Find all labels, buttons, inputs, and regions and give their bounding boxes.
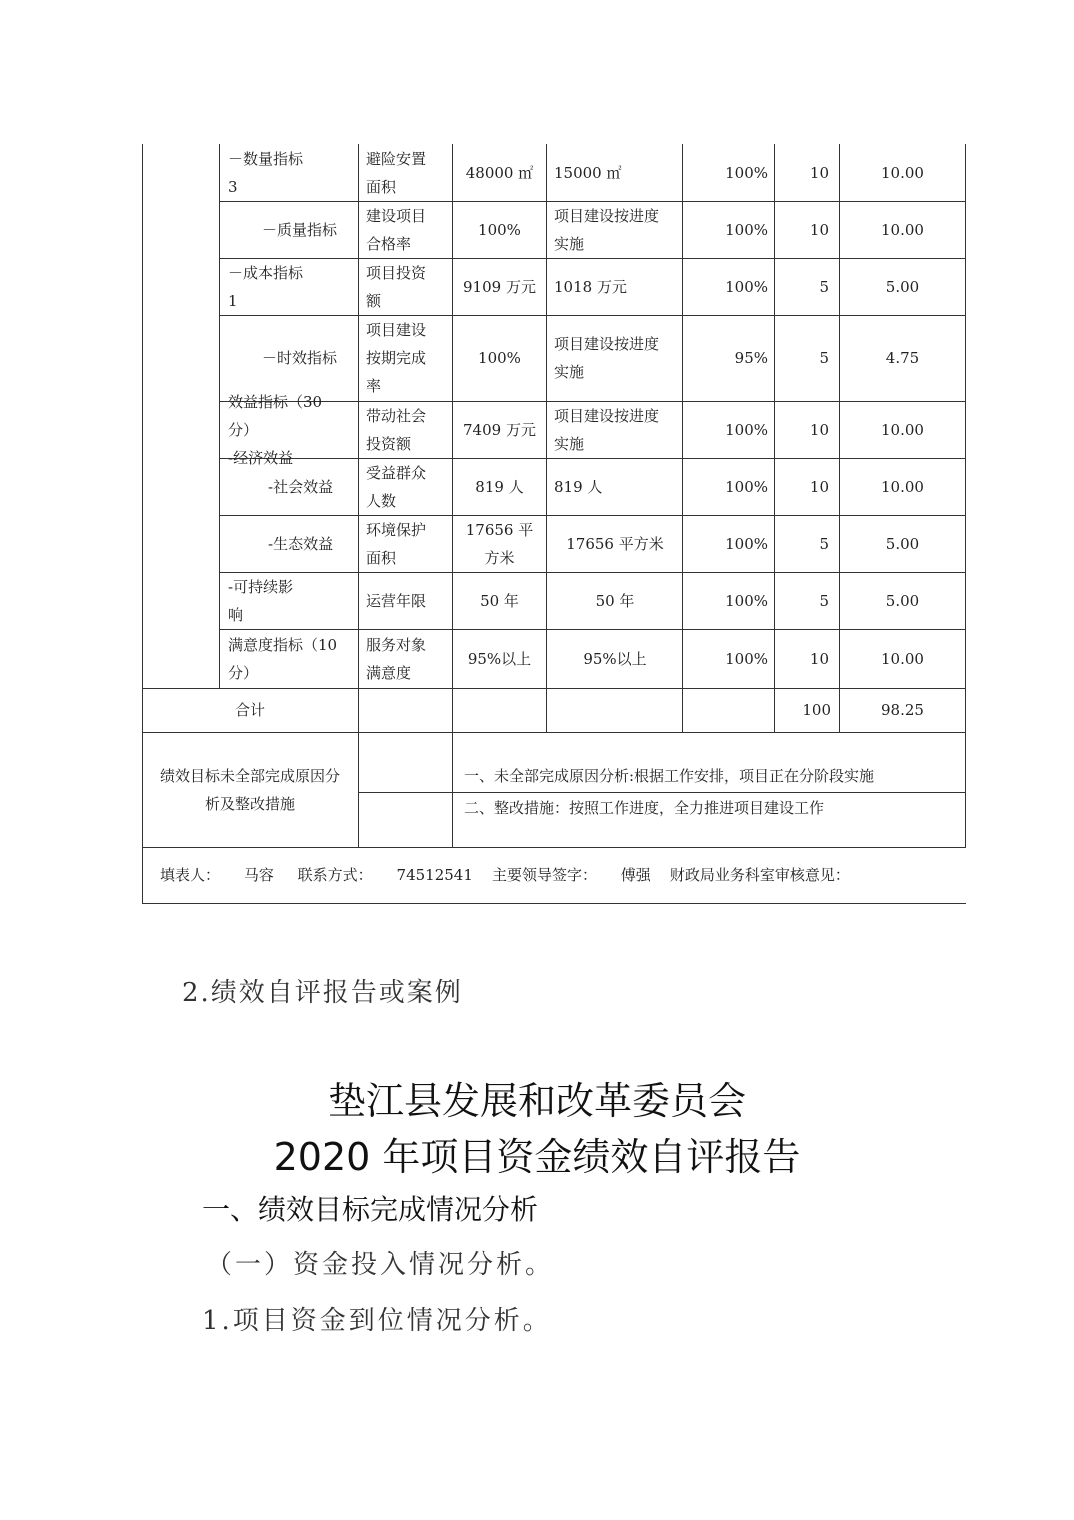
table-cell-score: 5.00 [885,591,920,610]
report-heading-1: 一、绩效目标完成情况分析 [202,1193,539,1226]
table-cell-indicator: －成本指标 1 [228,263,304,310]
table-cell-rate: 100% [725,277,768,296]
table-cell-item: 建设项目 合格率 [366,206,427,253]
table-cell-score: 10.00 [881,420,924,439]
report-heading-3: 1.项目资金到位情况分析。 [202,1306,552,1336]
table-cell-rate: 100% [725,220,768,239]
table-cell-score: 10.00 [881,477,924,496]
table-cell-indicator: -社会效益 [268,477,334,496]
table-cell-actual: 项目建设按进度 实施 [554,335,660,381]
table-cell-indicator: －时效指标 [262,349,338,367]
table-cell-target: 7409 万元 [463,420,536,439]
table-cell-item: 项目建设 按期完成 率 [366,321,427,395]
report-heading-2: （一）资金投入情况分析。 [206,1250,555,1280]
table-total-weight: 100 [802,701,831,719]
table-cell-actual: 819 人 [554,477,603,496]
table-cell-target: 95%以上 [467,649,532,668]
table-cell-score: 10.00 [881,220,924,239]
table-cell-item: 运营年限 [366,591,427,610]
table-cell-weight: 5 [819,591,829,610]
table-cell-rate: 100% [725,534,768,553]
table-cell-indicator: －数量指标 3 [228,149,304,196]
table-cell-score: 5.00 [885,277,920,296]
table-cell-actual: 17656 平方米 [566,534,664,553]
table-cell-weight: 10 [809,477,829,496]
performance-table [142,144,966,904]
table-cell-rate: 100% [725,163,768,182]
table-cell-item: 受益群众 人数 [366,463,427,510]
table-cell-item: 避险安置 面积 [366,149,427,196]
table-cell-actual: 15000 ㎡ [554,163,622,182]
table-cell-target: 50 年 [480,591,519,610]
table-cell-actual: 项目建设按进度 实施 [554,406,660,453]
table-cell-actual: 50 年 [595,591,635,610]
table-cell-item: 带动社会 投资额 [366,406,427,453]
table-cell-actual: 95%以上 [583,649,647,668]
table-cell-rate: 100% [725,649,768,668]
table-cell-item: 环境保护 面积 [366,520,427,567]
table-cell-target: 100% [478,349,521,367]
report-title-line2: 2020 年项目资金绩效自评报告 [273,1135,801,1179]
table-cell-indicator: -可持续影 响 [228,577,294,624]
report-title-line1: 垫江县发展和改革委员会 [327,1079,746,1123]
table-cell-rate: 100% [725,420,768,439]
table-cell-weight: 10 [809,420,829,439]
table-cell-weight: 5 [819,277,829,296]
table-cell-rate: 100% [725,591,768,610]
table-cell-target: 819 人 [475,477,524,496]
section-heading: 2.绩效自评报告或案例 [182,978,463,1008]
table-cell-score: 10.00 [881,163,924,182]
table-cell-target: 100% [478,220,521,239]
table-cell-rate: 100% [725,477,768,496]
table-cell-indicator: 效益指标（30 分） -经济效益 [228,392,323,467]
table-cell-target: 17656 平 方米 [465,520,534,567]
table-reason-measures: 二、整改措施：按照工作进度，全力推进项目建设工作 [464,799,825,817]
table-cell-rate: 95% [734,349,768,367]
table-reason-analysis: 一、未全部完成原因分析:根据工作安排，项目正在分阶段实施 [464,767,875,785]
table-footer-signatures: 填表人： 马容 联系方式： 74512541 主要领导签字： 傅强 财政局业务科室审核意见： [160,866,850,884]
table-cell-item: 服务对象 满意度 [366,635,427,682]
table-cell-actual: 项目建设按进度 实施 [554,206,660,253]
table-cell-item: 项目投资 额 [366,263,427,310]
table-cell-actual: 1018 万元 [554,277,627,296]
table-cell-weight: 5 [819,534,829,553]
table-cell-weight: 5 [819,349,829,367]
table-cell-weight: 10 [809,649,829,668]
table-cell-weight: 10 [809,163,829,182]
table-cell-score: 4.75 [885,349,920,367]
table-reason-label: 绩效目标未全部完成原因分 析及整改措施 [159,766,340,813]
table-cell-weight: 10 [809,220,829,239]
table-cell-indicator: -生态效益 [268,534,334,553]
table-cell-target: 48000 ㎡ [465,163,534,182]
table-cell-score: 5.00 [885,534,920,553]
table-cell-indicator: －质量指标 [262,220,338,239]
table-total-score: 98.25 [881,701,924,719]
table-cell-target: 9109 万元 [463,277,536,296]
table-total-label: 合计 [234,701,265,719]
table-cell-score: 10.00 [881,649,924,668]
table-cell-indicator: 满意度指标（10 分） [228,635,338,682]
